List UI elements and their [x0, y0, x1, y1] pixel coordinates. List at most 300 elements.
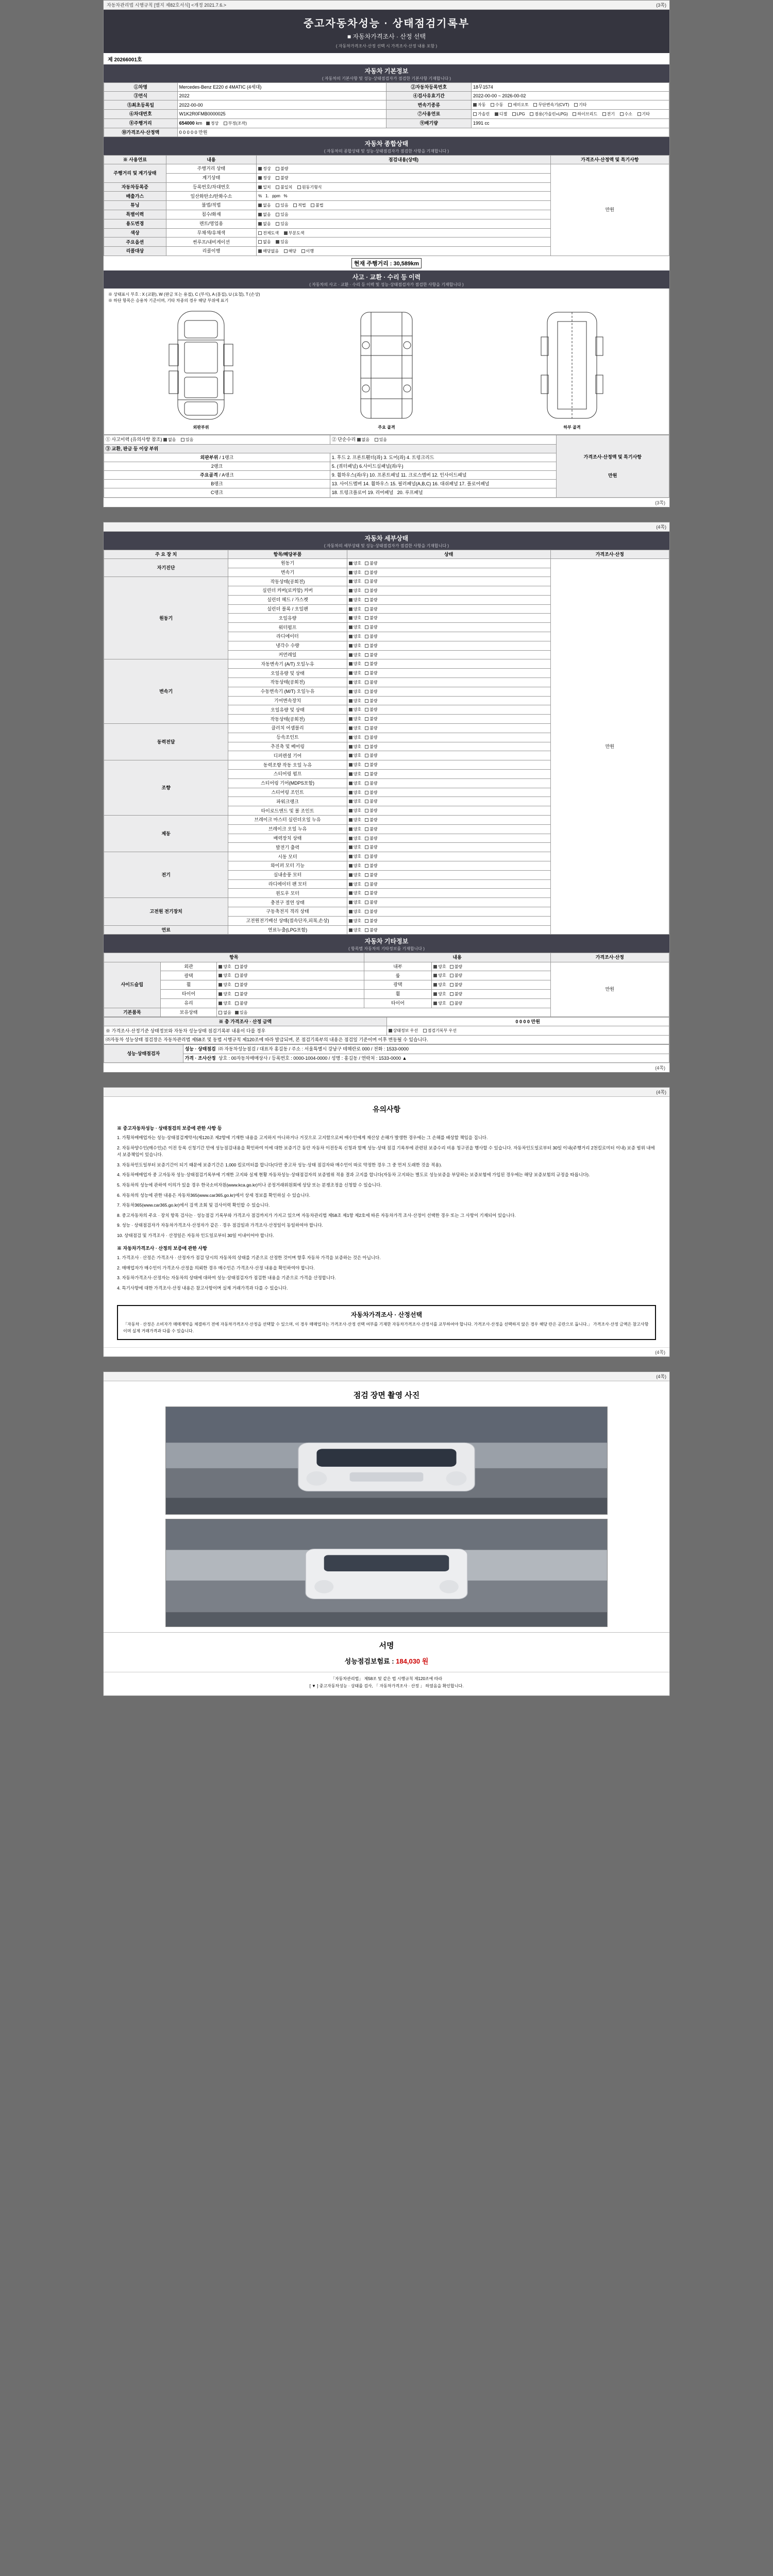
option-done[interactable]: 이행 — [301, 249, 314, 255]
page-top-note-4 — [104, 1372, 669, 1381]
option-none[interactable]: 없음 — [258, 240, 271, 245]
fee-row — [104, 1655, 669, 1672]
option-bad[interactable]: 불량 — [365, 699, 377, 704]
option-bad[interactable]: 불량 — [365, 845, 377, 851]
option-good[interactable]: 양호 — [433, 982, 446, 988]
part-name: 등속조인트 — [228, 733, 347, 742]
option-bad[interactable]: 불량 — [365, 919, 377, 924]
accident-heading: 사고 · 교환 · 수리 등 이력 — [352, 273, 421, 281]
option-good[interactable]: 양호 — [349, 900, 361, 906]
row-category: 자동차등록증 — [104, 182, 166, 192]
option-bad[interactable]: 불량 — [365, 634, 377, 640]
option-bad[interactable]: 불량 — [365, 818, 377, 823]
transmission-option-manual[interactable]: 수동 — [491, 103, 503, 108]
option-good[interactable]: 양호 — [349, 607, 361, 613]
page-4 — [103, 1371, 670, 1696]
row-item: 썬루프/내비게이션 — [166, 238, 257, 247]
detail-pricing-note: 만원 — [550, 558, 669, 935]
price-selection-title: 자동차가격조사 · 산정선택 — [350, 1311, 423, 1319]
option-bad[interactable]: 불량 — [365, 598, 377, 603]
option-bad[interactable]: 불량 — [235, 1001, 247, 1007]
option-bad[interactable]: 불량 — [235, 992, 247, 997]
option-good[interactable]: 양호 — [349, 744, 361, 750]
option-good[interactable]: 양호 — [349, 919, 361, 924]
option-good[interactable]: 양호 — [349, 873, 361, 878]
part-name: 스티어링 조인트 — [228, 788, 347, 797]
photos-wrap — [104, 1406, 669, 1627]
state-options — [347, 852, 550, 861]
state-options — [347, 604, 550, 614]
option-bad[interactable]: 불량 — [365, 671, 377, 676]
row-item: 무채색/유채색 — [166, 228, 257, 238]
notices-body — [104, 1125, 669, 1300]
option-good[interactable]: 양호 — [433, 992, 446, 997]
col-header: 점검내용(상태) — [257, 155, 550, 164]
table-row — [104, 110, 669, 119]
notice-item: 1. 가횡차매매업자는 성능·상태점검계약서(제120조 제2항에 기재한 내용을 고지하지 아니하거나 거짓으로 고지함으로써 매수인에게 재산상 손해가 발생한 경우에는 그 손해를 배상할 책임을 집니다. — [117, 1135, 488, 1141]
notice-item: 2. 매매업자가 매수인이 가격조사·산정을 의뢰한 경우 매수인은 가격조사·산정 내용을 확인하여야 합니다. — [117, 1265, 315, 1270]
sub-label: 광택 — [160, 971, 217, 980]
option-exist[interactable]: 있음 — [276, 240, 288, 245]
option-good[interactable]: 양호 — [349, 699, 361, 704]
option-bad[interactable]: 불량 — [450, 973, 462, 979]
fuel-option-mixed[interactable]: 겸용(가솔린+LPG) — [530, 112, 568, 117]
option-bad[interactable]: 불량 — [365, 579, 377, 585]
part-name: 연료누출(LPG포함) — [228, 925, 347, 935]
option-good[interactable]: 양호 — [349, 616, 361, 621]
option-good[interactable]: 양호 — [349, 634, 361, 640]
fuel-option-hydrogen[interactable]: 수소 — [620, 112, 632, 117]
option-good[interactable]: 양호 — [349, 579, 361, 585]
option-good[interactable]: 양호 — [349, 882, 361, 888]
option-good[interactable]: 양호 — [433, 1001, 446, 1007]
option-good[interactable]: 양호 — [349, 625, 361, 631]
mileage-cell — [177, 118, 386, 128]
option-exist[interactable]: 있음 — [276, 222, 288, 227]
part-name: 시동 모터 — [228, 852, 347, 861]
notice-item: 3. 자동차인도일부터 보증기간이 되기 때문에 보증기간은 1,000 킬로미터를 합니다(다만 중고차 성능·상태 점검자와 매수인이 따로 약정한 경우 그 중 먼저 도래한 것을 적용). — [117, 1162, 442, 1167]
appraiser-role: 가격 · 조사산정 — [184, 1055, 216, 1061]
form-reference: 자동차관리법 시행규칙 [별지 제82호서식] <개정 2021.7.6.> — [107, 3, 227, 8]
option-bad[interactable]: 불량 — [365, 900, 377, 906]
option-good[interactable]: 양호 — [219, 973, 231, 979]
part-name: 오일유량 — [228, 614, 347, 623]
option-none[interactable]: 없음 — [258, 203, 271, 209]
option-good[interactable]: 양호 — [349, 836, 361, 842]
option-bad[interactable]: 불량 — [365, 643, 377, 649]
page-number-2: (4쪽) — [656, 524, 666, 530]
option-good[interactable]: 양호 — [349, 928, 361, 934]
inspector-role: 성능 · 상태점검 — [184, 1046, 216, 1052]
car-diagram-frame — [303, 306, 470, 430]
col-header: 내용 — [364, 953, 550, 962]
accident-history-cell — [104, 435, 330, 444]
option-bad[interactable]: 불량 — [365, 653, 377, 658]
option-good[interactable]: 양호 — [433, 964, 446, 970]
state-options — [347, 816, 550, 825]
option-exist[interactable]: 있음 — [276, 203, 288, 209]
option-bad[interactable]: 불량 — [365, 863, 377, 869]
option-illegal[interactable]: 불법 — [311, 203, 323, 209]
sub-label: 외관 — [160, 962, 217, 971]
option-good[interactable]: 양호 — [219, 1001, 231, 1007]
simple-none[interactable]: 없음 — [357, 437, 369, 443]
state-options — [347, 778, 550, 788]
accident-pricing-note — [556, 435, 669, 497]
option-bad[interactable]: 불량 — [365, 625, 377, 631]
frame-items: 18. 트렁크플로어 19. 리어패널 20. 루프패널 — [330, 488, 556, 497]
option-good[interactable]: 양호 — [349, 598, 361, 603]
row-label: ②자동차등록번호 — [386, 83, 472, 92]
other-pricing-note: 만원 — [550, 962, 669, 1017]
option-good[interactable]: 양호 — [349, 680, 361, 686]
fuel-option-lpg[interactable]: LPG — [512, 112, 525, 117]
state-options — [347, 907, 550, 916]
option-good[interactable]: 양호 — [349, 772, 361, 777]
option-bad[interactable]: 불량 — [365, 808, 377, 814]
row-category: 특별이력 — [104, 210, 166, 219]
diagram-title: 주요 골격 — [378, 425, 395, 430]
state-options — [347, 925, 550, 935]
option-legal[interactable]: 적법 — [293, 203, 306, 209]
option-bad[interactable]: 불량 — [365, 662, 377, 667]
pricing-total-amount: 0 0 0 0 만원 — [386, 1018, 669, 1026]
option-bad[interactable]: 불량 — [450, 982, 462, 988]
option-good[interactable]: 양호 — [349, 717, 361, 722]
option-good[interactable]: 양호 — [349, 909, 361, 915]
document-title: 중고자동차성능 · 상태점검기록부 — [303, 18, 470, 29]
overall-state-table — [104, 155, 669, 256]
section-basic-info-title — [104, 64, 669, 82]
state-options — [347, 641, 550, 650]
option-good[interactable]: 양호 — [349, 561, 361, 567]
option-good[interactable]: 양호 — [349, 753, 361, 759]
frame-rank: C랭크 — [104, 488, 330, 497]
state-options — [347, 879, 550, 889]
frame-rank: 주요골격 / A랭크 — [104, 471, 330, 480]
notice-group-2-title: ※ 자동차가격조사 · 산정의 보증에 관한 사항 — [117, 1245, 207, 1251]
transmission-option-auto[interactable]: 자동 — [473, 103, 485, 108]
option-good[interactable]: 양호 — [349, 588, 361, 594]
col-header: 가격조사·산정액 및 특기사항 — [550, 155, 669, 164]
pricing-basis-options — [386, 1026, 669, 1036]
option-good[interactable]: 양호 — [349, 653, 361, 658]
option-good[interactable]: 양호 — [349, 781, 361, 787]
option-match[interactable]: 일치 — [258, 185, 271, 191]
option-good[interactable]: 양호 — [349, 845, 361, 851]
state-options — [432, 971, 550, 980]
appraiser-company-row — [183, 1054, 669, 1062]
detail-state-table — [104, 550, 669, 935]
option-good[interactable]: 양호 — [349, 570, 361, 576]
detail-subheading: ( 자동차의 세부상태 및 성능·상태점검자가 점검한 사항을 기재합니다 ) — [324, 543, 449, 548]
inspector-detail: ㈜ 자동차성능점검 / 대표자 홍길동 / 주소 : 서울특별시 강남구 테헤란로 000 / 전화 : 1533-0000 — [218, 1046, 409, 1052]
option-good[interactable]: 양호 — [219, 982, 231, 988]
option-bad[interactable]: 불량 — [365, 909, 377, 915]
table-row — [104, 1045, 669, 1054]
accident-summary-table — [104, 435, 669, 498]
notice-item: 10. 상태점검 및 가격조사 · 산정일은 자동차 인도일로부터 30일 이내이어야 합니다. — [117, 1232, 274, 1238]
table-row — [104, 118, 669, 128]
row-value: 2022 — [177, 92, 386, 100]
part-name: 오일유량 및 상태 — [228, 669, 347, 678]
option-bad[interactable]: 불량 — [365, 836, 377, 842]
fuel-option-ev[interactable]: 전기 — [602, 112, 615, 117]
state-options — [217, 980, 364, 990]
option-bad[interactable]: 불량 — [235, 964, 247, 970]
col-header: 가격조사·산정 — [550, 550, 669, 558]
row-options — [257, 210, 550, 219]
option-good[interactable]: 양호 — [349, 762, 361, 768]
option-bad[interactable]: 불량 — [365, 762, 377, 768]
option-bad[interactable]: 불량 — [365, 588, 377, 594]
sub-label: 유리 — [160, 998, 217, 1008]
part-name: 구동축전지 격리 상태 — [228, 907, 347, 916]
photo-front-svg — [166, 1407, 607, 1514]
option-engine[interactable]: 원동기형식 — [297, 185, 322, 191]
frame-items: 13. 사이드멤버 14. 휠하우스 15. 필러패널(A,B,C) 16. 대쉬패널 17. 플로어패널 — [330, 480, 556, 488]
accident-none[interactable]: 없음 — [163, 437, 176, 443]
footer-legal — [104, 1672, 669, 1696]
displacement-label: ⑨배기량 — [386, 118, 472, 128]
option-good[interactable]: 양호 — [219, 964, 231, 970]
option-good[interactable]: 정상 — [258, 166, 271, 172]
option-bad[interactable]: 불량 — [235, 982, 247, 988]
row-category: 리콜대상 — [104, 247, 166, 256]
row-label: ⑦사용연료 — [386, 110, 472, 119]
notice-item: 5. 자동차의 성능에 관하여 이의가 있을 경우 한국소비자원(www.kca.go.kr)이나 공정거래위원회에 상담 또는 분쟁조정을 신청할 수 있습니다. — [117, 1182, 382, 1188]
part-name: 실린더 블록 / 오일팬 — [228, 604, 347, 614]
footer-legal-line-1: 「자동차관리법」 제58조 및 같은 법 시행규칙 제120조에 따라 — [330, 1676, 443, 1681]
table-header-row — [104, 155, 669, 164]
document-note: ( 자동차가격조사·산정 선택 시 가격조사·산정 내용 포함 ) — [335, 44, 438, 48]
option-bad[interactable]: 불량 — [365, 827, 377, 833]
row-options — [257, 182, 550, 192]
notice-item: 4. 자동차매매업자 중 고자동차 성능·상태점검기록부에 기재한 고지와 실제 현황 자동차성능·상태점검자의 보증범위 적용 결과 고지를 합니다(자동차 고지와는 별도로 성능보증을 부담하는 보증보험에 가입된 경우에는 해당 보증보험의 규정을 따릅니다). — [117, 1172, 590, 1178]
basis-record-first[interactable]: 점검기록부 우선 — [423, 1028, 457, 1034]
signature-title: 서명 — [104, 1632, 669, 1655]
option-full-paint[interactable]: 전체도색 — [258, 231, 279, 236]
sub-label: 타이어 — [160, 989, 217, 998]
option-good[interactable]: 양호 — [349, 726, 361, 732]
option-bad[interactable]: 불량 — [450, 992, 462, 997]
option-good[interactable]: 정상 — [258, 176, 271, 181]
transmission-options — [472, 100, 669, 110]
option-good[interactable]: 양호 — [219, 992, 231, 997]
option-bad[interactable]: 불량 — [365, 717, 377, 722]
option-bad[interactable]: 불량 — [365, 570, 377, 576]
legend-line-2: ※ 하단 항목은 승용차 기준이며, 기타 차종의 경우 해당 부위에 표기 — [108, 298, 229, 303]
transmission-option-cvt[interactable]: 무단변속기(CVT) — [533, 103, 569, 108]
part-name: 수동변속기 (M/T) 오일누유 — [228, 687, 347, 696]
option-bad[interactable]: 불량 — [365, 781, 377, 787]
option-good[interactable]: 양호 — [349, 689, 361, 695]
row-category: 튜닝 — [104, 201, 166, 210]
group-label: 제동 — [104, 816, 228, 852]
inspection-photo-front — [165, 1406, 608, 1515]
option-good[interactable]: 양호 — [349, 671, 361, 676]
fuel-option-diesel[interactable]: 디젤 — [495, 112, 507, 117]
option-bad[interactable]: 불량 — [450, 964, 462, 970]
option-good[interactable]: 양호 — [349, 790, 361, 796]
table-row — [104, 962, 669, 971]
option-bad[interactable]: 불량 — [365, 616, 377, 621]
option-bad[interactable]: 불량 — [235, 973, 247, 979]
fuel-option-hybrid[interactable]: 하이브리드 — [573, 112, 597, 117]
photo-rear-svg — [166, 1519, 607, 1626]
part-name: 디퍼렌셜 기어 — [228, 751, 347, 760]
option-bad[interactable]: 불량 — [276, 176, 288, 181]
main-frame-svg — [335, 306, 438, 425]
displacement-value: 1991 cc — [472, 118, 669, 128]
option-good[interactable]: 양호 — [349, 854, 361, 860]
table-row — [104, 1054, 669, 1062]
option-good[interactable]: 양호 — [349, 799, 361, 805]
mileage-display-box — [104, 256, 669, 270]
option-bad[interactable]: 불량 — [365, 707, 377, 713]
frame-rank: 2랭크 — [104, 462, 330, 471]
option-bad[interactable]: 불량 — [365, 873, 377, 878]
accident-pricing-value: 만원 — [608, 472, 617, 478]
option-good[interactable]: 양호 — [349, 643, 361, 649]
option-none[interactable]: 없음 — [258, 212, 271, 218]
option-part-paint[interactable]: 부분도색 — [284, 231, 305, 236]
option-bad[interactable]: 불량 — [365, 680, 377, 686]
option-good[interactable]: 양호 — [349, 891, 361, 896]
group-label: 원동기 — [104, 577, 228, 659]
table-header-row — [104, 550, 669, 558]
col-header: 상태 — [347, 550, 550, 558]
diagram-title: 외판부위 — [193, 425, 209, 430]
row-options — [257, 247, 550, 256]
state-options — [347, 861, 550, 871]
group-label: 조향 — [104, 760, 228, 816]
option-good[interactable]: 양호 — [349, 863, 361, 869]
row-item: 불법/적법 — [166, 201, 257, 210]
notice-item: 7. 자동차365(www.car365.go.kr)에서 검색 조회 및 검사이력 확인할 수 있습니다. — [117, 1202, 270, 1208]
option-good[interactable]: 양호 — [433, 973, 446, 979]
option-bad[interactable]: 불량 — [365, 790, 377, 796]
diagram-area — [104, 289, 669, 435]
state-options — [347, 751, 550, 760]
option-bad[interactable]: 불량 — [365, 882, 377, 888]
part-name: 충전구 절연 상태 — [228, 898, 347, 907]
option-bad[interactable]: 불량 — [365, 891, 377, 896]
table-row — [104, 92, 669, 100]
accident-exist[interactable]: 있음 — [181, 437, 193, 443]
option-good[interactable]: 양호 — [349, 808, 361, 814]
row-category: 색상 — [104, 228, 166, 238]
row-label: ③연식 — [104, 92, 178, 100]
option-bad[interactable]: 불량 — [365, 689, 377, 695]
transmission-option-semi[interactable]: 세미오토 — [508, 103, 529, 108]
table-row — [104, 435, 669, 444]
sub-label: 광택 — [364, 980, 432, 990]
page-1 — [103, 0, 670, 507]
table-row — [104, 1036, 669, 1044]
state-options — [347, 614, 550, 623]
part-name: 실린더 커버(로커암) 커버 — [228, 586, 347, 596]
option-bad[interactable]: 불량 — [365, 735, 377, 741]
option-good[interactable]: 양호 — [349, 735, 361, 741]
fuel-option-gasoline[interactable]: 가솔린 — [473, 112, 490, 117]
row-options — [257, 173, 550, 182]
option-mismatch[interactable]: 불일치 — [276, 185, 292, 191]
mileage-value: 654000 — [179, 120, 195, 126]
document-subtitle: ■ 자동차가격조사 · 산정 선택 — [347, 33, 426, 40]
option-bad[interactable]: 불량 — [365, 799, 377, 805]
mileage-normal[interactable]: 정상 — [206, 121, 219, 127]
option-bad[interactable]: 불량 — [365, 753, 377, 759]
option-bad[interactable]: 불량 — [365, 561, 377, 567]
option-good[interactable]: 양호 — [349, 707, 361, 713]
section-detail-title — [104, 532, 669, 550]
mileage-tampered[interactable]: 부정(조작) — [224, 121, 247, 127]
car-diagram-exterior — [117, 306, 284, 430]
part-name: 배력장치 상태 — [228, 834, 347, 843]
row-category: 기본품목 — [104, 1008, 161, 1017]
option-bad[interactable]: 불량 — [365, 744, 377, 750]
footer-legal-line-2: [ ▼ ] 중고자동차성능 · 상태를 검사, 「 자동차가격조사 · 산정 」 하였음을 확인합니다. — [309, 1683, 464, 1688]
inspector-label: 성능·상태점검자 — [104, 1045, 183, 1062]
fuel-option-etc[interactable]: 기타 — [637, 112, 650, 117]
option-bad[interactable]: 불량 — [365, 607, 377, 613]
option-exist[interactable]: 있음 — [276, 212, 288, 218]
table-row — [104, 100, 669, 110]
group-label: 전기 — [104, 852, 228, 898]
sub-label: 타이어 — [364, 998, 432, 1008]
inspector-company-row — [183, 1045, 669, 1054]
option-bad[interactable]: 불량 — [365, 726, 377, 732]
state-options — [347, 577, 550, 586]
option-na[interactable]: 해당없음 — [258, 249, 279, 255]
option-exist[interactable]: 있음 — [235, 1010, 247, 1016]
group-label: 변속기 — [104, 659, 228, 724]
option-bad[interactable]: 불량 — [365, 772, 377, 777]
car-diagrams — [108, 306, 665, 430]
option-good[interactable]: 양호 — [349, 827, 361, 833]
row-item: 일산화탄소/탄화수소 — [166, 192, 257, 201]
state-options — [347, 650, 550, 659]
option-good[interactable]: 양호 — [349, 818, 361, 823]
page-footer-3: (4쪽) — [104, 1347, 669, 1357]
row-options — [257, 201, 550, 210]
under-frame-svg — [520, 306, 624, 425]
part-name: 커먼레일 — [228, 650, 347, 659]
basis-state-first[interactable]: 상태정보 우선 — [389, 1028, 418, 1034]
pricing-basis-label: ※ 가격조사·산정기준 상태정보와 자동차 성능상태 점검기록부 내용이 다를 경우 — [104, 1026, 387, 1036]
simple-exist[interactable]: 있음 — [375, 437, 387, 443]
state-options — [347, 705, 550, 715]
legend-line-1: ※ 상태표시 부호 : X (교환), W (판금 또는 용접), C (부식), A (흠집), U (요철), T (손상) — [108, 292, 260, 297]
option-none[interactable]: 없음 — [219, 1010, 231, 1016]
option-bad[interactable]: 불량 — [276, 166, 288, 172]
row-label: ①차명 — [104, 83, 178, 92]
col-header: 항목 — [104, 953, 364, 962]
option-bad[interactable]: 불량 — [365, 928, 377, 934]
option-good[interactable]: 양호 — [349, 662, 361, 667]
option-bad[interactable]: 불량 — [365, 854, 377, 860]
state-options — [347, 659, 550, 669]
notice-item: 6. 자동차의 성능에 관한 내용은 자동차365(www.car365.go.kr)에서 상세 정보를 확인하실 수 있습니다. — [117, 1192, 311, 1198]
transmission-option-etc[interactable]: 기타 — [574, 103, 586, 108]
option-bad[interactable]: 불량 — [450, 1001, 462, 1007]
page-number: (3쪽) — [656, 3, 666, 8]
option-none[interactable]: 없음 — [258, 222, 271, 227]
row-options — [257, 192, 550, 201]
option-applicable[interactable]: 해당 — [284, 249, 296, 255]
basic-info-heading: 자동차 기본정보 — [364, 67, 409, 75]
